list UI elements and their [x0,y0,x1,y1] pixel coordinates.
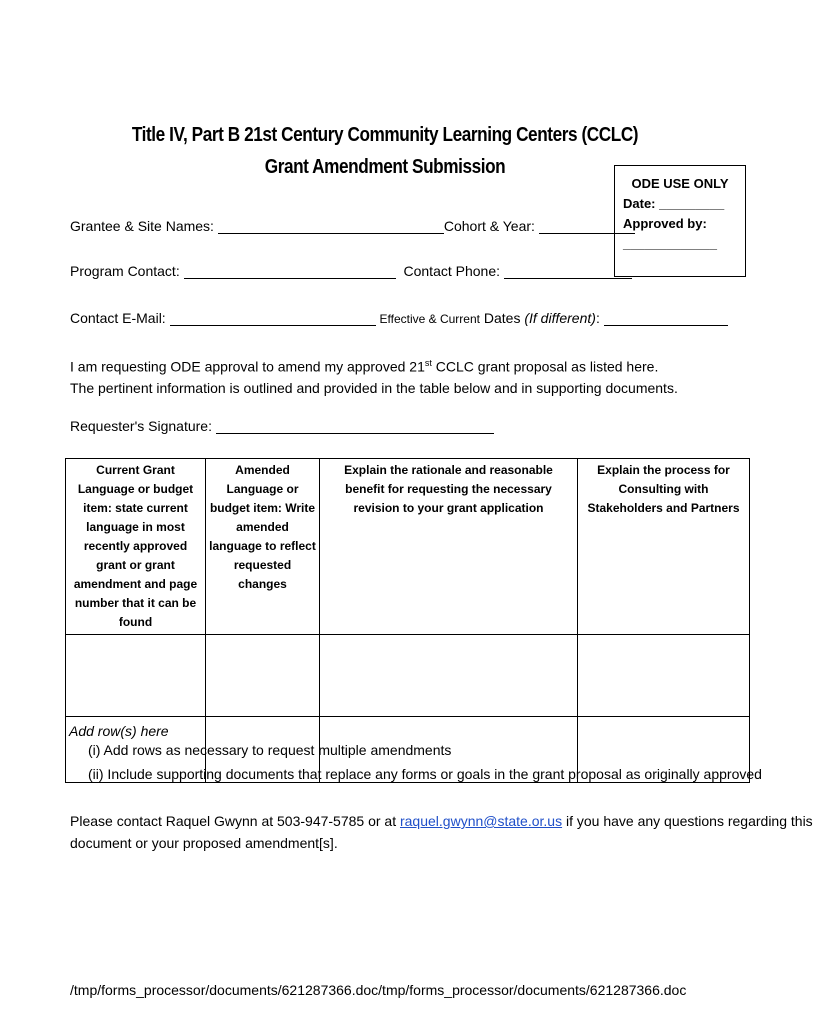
signature-row [70,418,494,434]
program-contact-field[interactable] [184,263,396,279]
contact-phone-field[interactable] [504,263,632,279]
ode-box-approved-label: Approved by: [623,216,707,231]
header-stakeholders: Explain the process for Consulting with Stakeholders and Partners [578,459,750,635]
table-cell[interactable] [206,635,320,717]
ode-box-date: Date: _________ [623,196,725,211]
signature-label: Requester's Signature: [70,418,212,434]
table-cell[interactable] [320,635,578,717]
contact-phone-label: Contact Phone: [403,263,501,279]
effective-if-different: (If different) [524,310,596,326]
contact-paragraph [70,810,813,854]
header-rationale: Explain the rationale and reasonable benefit for requesting the necessary revision to your grant application [320,459,578,635]
note-2: (ii) Include supporting documents that replace any forms or goals in the grant proposal as originally approved [88,766,762,782]
ode-box-approved-blank: _____________ [623,236,717,251]
grantee-field[interactable] [218,218,444,234]
table-cell[interactable] [66,635,206,717]
program-contact-row [70,263,632,279]
contact-email-row [70,310,728,326]
table-header-row [66,459,750,635]
header-amended-language: Amended Language or budget item: Write amended language to reflect requested changes [206,459,320,635]
note-1: (i) Add rows as necessary to request multiple amendments [88,742,452,758]
table-notes [88,738,762,786]
amendment-table [65,458,750,783]
grantee-label: Grantee & Site Names: [70,218,214,234]
header-current-language: Current Grant Language or budget item: state current language in most recently approved grant or grant amendment and page number that it can be found [66,459,206,635]
effective-label: Effective & Current [379,312,480,326]
contact-line-2: document or your proposed amendment[s]. [70,835,338,851]
effective-dates-label: Dates [483,310,521,326]
contact-line-1: Please contact Raquel Gwynn at 503-947-5785 or at raquel.gwynn@state.or.us if you have any questions regarding this [70,813,813,829]
grantee-row [70,218,635,234]
contact-email-label: Contact E-Mail: [70,310,166,326]
effective-dates-field[interactable] [604,310,728,326]
program-contact-label: Program Contact: [70,263,180,279]
request-statement [70,353,678,399]
effective-colon: : [595,310,600,326]
table-cell[interactable] [578,635,750,717]
cohort-label: Cohort & Year: [443,218,535,234]
table-row [66,635,750,717]
footer-path: /tmp/forms_processor/documents/621287366.doc/tmp/forms_processor/documents/621287366.doc [70,982,687,998]
add-rows-text: Add row(s) here [69,723,169,739]
request-line-1: I am requesting ODE approval to amend my approved 21st CCLC grant proposal as listed here. [70,358,659,375]
page-title: Title IV, Part B 21st Century Community Learning Centers (CCLC) [131,124,639,146]
ode-box-heading: ODE USE ONLY [631,176,729,191]
request-line-2: The pertinent information is outlined and provided in the table below and in supporting documents. [70,379,678,396]
contact-email-link[interactable]: raquel.gwynn@state.or.us [399,813,563,829]
cohort-field[interactable] [539,218,635,234]
page-subtitle: Grant Amendment Submission [264,156,506,178]
signature-field[interactable] [216,418,494,434]
contact-email-field[interactable] [170,310,376,326]
